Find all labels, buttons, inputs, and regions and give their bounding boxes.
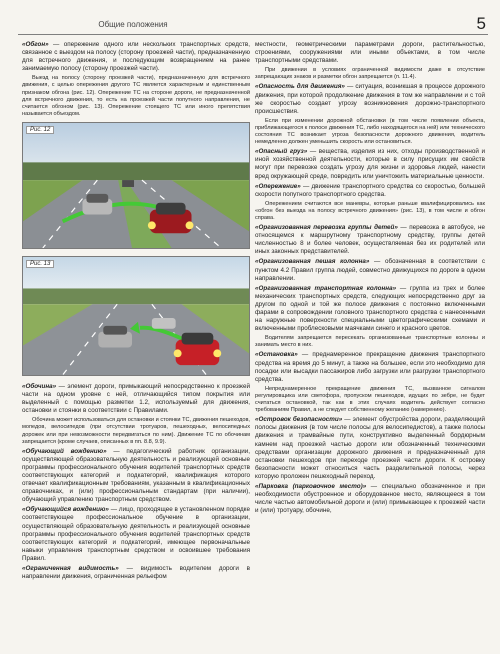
term-passing: «Опережение» bbox=[255, 182, 301, 190]
definition-text: — элемент дороги, примыкающий непосредственно к проезжей части на одном уровне с ней, отличающийся типом покрытия или выделенный с помощью разметки 1.2, используемый для движения, остановки и стоянки в соответствии с Правилами. bbox=[22, 382, 250, 415]
term-overtaking: «Обгон» bbox=[22, 41, 49, 48]
figure-13-label: Рис. 13 bbox=[26, 260, 54, 268]
definition-text: — преднамеренное прекращение движения транспортного средства на время до 5 минут, а также на большее, если это необходимо для посадки или высадки пассажиров либо загрузки или разгрузки транспортного средства. bbox=[255, 351, 485, 383]
definition-text: — перевозка в автобусе, не относящемся к маршрутному транспортному средству, группы детей численностью 8 и более человек, осуществляемая без их родителей или иных законных представителей. bbox=[255, 224, 485, 256]
definition-child-group-transport bbox=[255, 224, 485, 256]
running-title: Общие положения bbox=[98, 20, 168, 29]
definition-overtaking bbox=[22, 41, 250, 73]
figure-12 bbox=[22, 122, 250, 249]
passing-road-illustration bbox=[23, 257, 249, 375]
term-shoulder: «Обочина» bbox=[22, 382, 57, 390]
commentary-visibility: При движении в условиях ограниченной видимости даже в отсутствие запрещающих знаков и разметки обгон запрещается (п. 11.4). bbox=[255, 67, 485, 81]
commentary-stop: Непреднамеренное прекращение движения ТС, вызванное сигналом регулировщика или светофора, пропуском пешеходов, идущих по зебре, не будет считаться остановкой, так как в этих случаях водитель действует согласно требованиям Правил, а не следует собственному желанию (намерению). bbox=[255, 385, 485, 414]
definition-passing bbox=[255, 183, 485, 199]
definition-driving-instructor bbox=[22, 448, 250, 505]
commentary-overtaking: Выезд на полосу (сторону проезжей части), предназначенную для встречного движения, с целью опережения другого ТС является характерным и единственным признаком обгона (рис. 12). Опережение ТС на стороне дороги, не предназначенной для встречного движения, то есть на проезжей части попутного направления, не считается обгоном (рис. 13). Опережение стоящего ТС или иного препятствия называется объездом. bbox=[22, 75, 250, 117]
term-child-group-transport: «Организованная перевозка группы детей» bbox=[255, 224, 398, 232]
header-divider bbox=[18, 34, 488, 35]
definition-pedestrian-column bbox=[255, 258, 485, 282]
term-vehicle-column: «Организованная транспортная колонна» bbox=[255, 284, 397, 292]
page-header bbox=[18, 14, 486, 33]
commentary-vehicle-column: Водителям запрещается пересекать организованные транспортные колонны и занимать место в них. bbox=[255, 335, 485, 349]
term-driving-student: «Обучающийся вождению» bbox=[22, 506, 109, 514]
definition-traffic-danger bbox=[255, 83, 485, 115]
definition-stop bbox=[255, 351, 485, 383]
term-pedestrian-column: «Организованная пешая колонна» bbox=[255, 258, 370, 266]
commentary-shoulder: Обочина может использоваться для остановки и стоянки ТС, движения пешеходов, мопедов, велосипедов (при отсутствии тротуаров, пешеходных, велосипедных дорожек или при невозможности передвигаться по ним). Движение ТС по обочинам запрещается (кроме случаев, описанных в пп. 8.8, 9.9). bbox=[22, 417, 250, 445]
definition-dangerous-cargo bbox=[255, 148, 485, 180]
definition-text: — опережение одного или нескольких транспортных средств, связанное с выездом на полосу (сторону проезжей части), предназначенную для встречного движения, и последующим возвращением на ранее занимаемую полосу (сторону проезжей части). bbox=[22, 41, 250, 73]
figure-12-label: Рис. 12 bbox=[26, 126, 54, 134]
definition-text: — группа из трех и более механических транспортных средств, следующих непосредственно друг за другом по одной и той же полосе движения с постоянно включенными фарами в сопровождении головного транспортного средства с нанесенными на наружные поверхности специальными цветографическими схемами и включенными проблесковыми маячками синего и красного цветов. bbox=[255, 284, 485, 333]
continuation-text: местности, геометрическими параметрами дороги, растительностью, строениями, сооружениями или иными объектами, в том числе транспортными средствами. bbox=[255, 41, 485, 65]
term-safety-island: «Островок безопасности» bbox=[255, 416, 343, 424]
definition-text: — видимость водителем дороги в направлении движения, ограниченная рельефом bbox=[22, 565, 250, 581]
term-traffic-danger: «Опасность для движения» bbox=[255, 83, 345, 91]
definition-text: — элемент обустройства дороги, разделяющий полосы движения (в том числе полосы для велосипедистов), а также полосы движения и трамвайные пути, конструктивно выделенный бордюрным камнем над проезжей частью дороги или обозначенный техническими средствами организации дорожного движения и предназначенный для остановки пешеходов при переходе проезжей части дороги. К островку безопасности может относиться часть разделительной полосы, через которую проложен пешеходный переход. bbox=[255, 416, 485, 480]
overtaking-road-illustration bbox=[23, 123, 249, 248]
definition-text: — ситуация, возникшая в процессе дорожного движения, при которой продолжение движения в том же направлении и с той же скоростью создает угрозу возникновения дорожно-транспортного происшествия. bbox=[255, 83, 485, 115]
left-column bbox=[22, 41, 250, 646]
definition-safety-island bbox=[255, 416, 485, 481]
definition-limited-visibility bbox=[22, 565, 250, 581]
term-driving-instructor: «Обучающий вождению» bbox=[22, 447, 107, 455]
definition-shoulder bbox=[22, 383, 250, 415]
term-limited-visibility: «Ограниченная видимость» bbox=[22, 565, 119, 572]
commentary-traffic-danger: Если при изменении дорожной обстановки (в том числе появлении объекта, приближающегося к полосе движения ТС, либо находящегося на ней) или технического состояния ТС возникает угроза безопасности дорожного движения, водитель немедленно должен уменьшить скорость или остановиться. bbox=[255, 117, 485, 146]
definition-text: — движение транспортного средства со скоростью, большей скорости попутного транспортного средства. bbox=[255, 182, 485, 198]
definition-text: — педагогический работник организации, осуществляющей образовательную деятельность и реализующей основные программы профессионального обучения водителей транспортных средств соответствующих категорий и подкатегорий, квалификация которого отвечает квалификационным требованиям, указанным в квалификационных справочниках, и (или) профессиональным стандартам (при наличии), обучающий управлению транспортным средством. bbox=[22, 447, 250, 504]
commentary-passing: Опережением считаются все маневры, которые раньше квалифицировались как «обгон без выезда на полосу встречного движения» (рис. 13), в том числе и обгон справа. bbox=[255, 200, 485, 221]
figure-13 bbox=[22, 256, 250, 376]
definition-text: — обозначенная в соответствии с пунктом 4.2 Правил группа людей, совместно движущихся по дороге в одном направлении. bbox=[255, 258, 485, 282]
term-stop: «Остановка» bbox=[255, 351, 298, 359]
term-parking: «Парковка (парковочное место)» bbox=[255, 482, 367, 490]
definition-parking bbox=[255, 483, 485, 515]
right-column bbox=[255, 41, 485, 646]
page-number: 5 bbox=[476, 14, 486, 33]
definition-text: — специально обозначенное и при необходимости обустроенное и оборудованное место, являющееся в том числе частью автомобильной дороги и (или) примыкающее к проезжей части и (или) тротуару, обочине, bbox=[255, 482, 485, 515]
term-dangerous-cargo: «Опасный груз» bbox=[255, 148, 308, 156]
definition-vehicle-column bbox=[255, 285, 485, 334]
definition-text: — лицо, проходящее в установленном порядке соответствующее профессиональное обучение в организации, осуществляющей образовательную деятельность и реализующей основные программы профессионального обучения водителей транспортных средств соответствующих категорий и подкатегорий, имеющее первоначальные навыки управления транспортным средством и освоившее требования Правил. bbox=[22, 506, 250, 562]
definition-text: — вещества, изделия из них, отходы производственной и иной хозяйственной деятельности, которые в силу присущих им свойств могут при перевозке создать угрозу для жизни и здоровья людей, нанести вред окружающей среде, повредить или уничтожить материальные ценности. bbox=[255, 148, 485, 180]
definition-driving-student bbox=[22, 506, 250, 563]
